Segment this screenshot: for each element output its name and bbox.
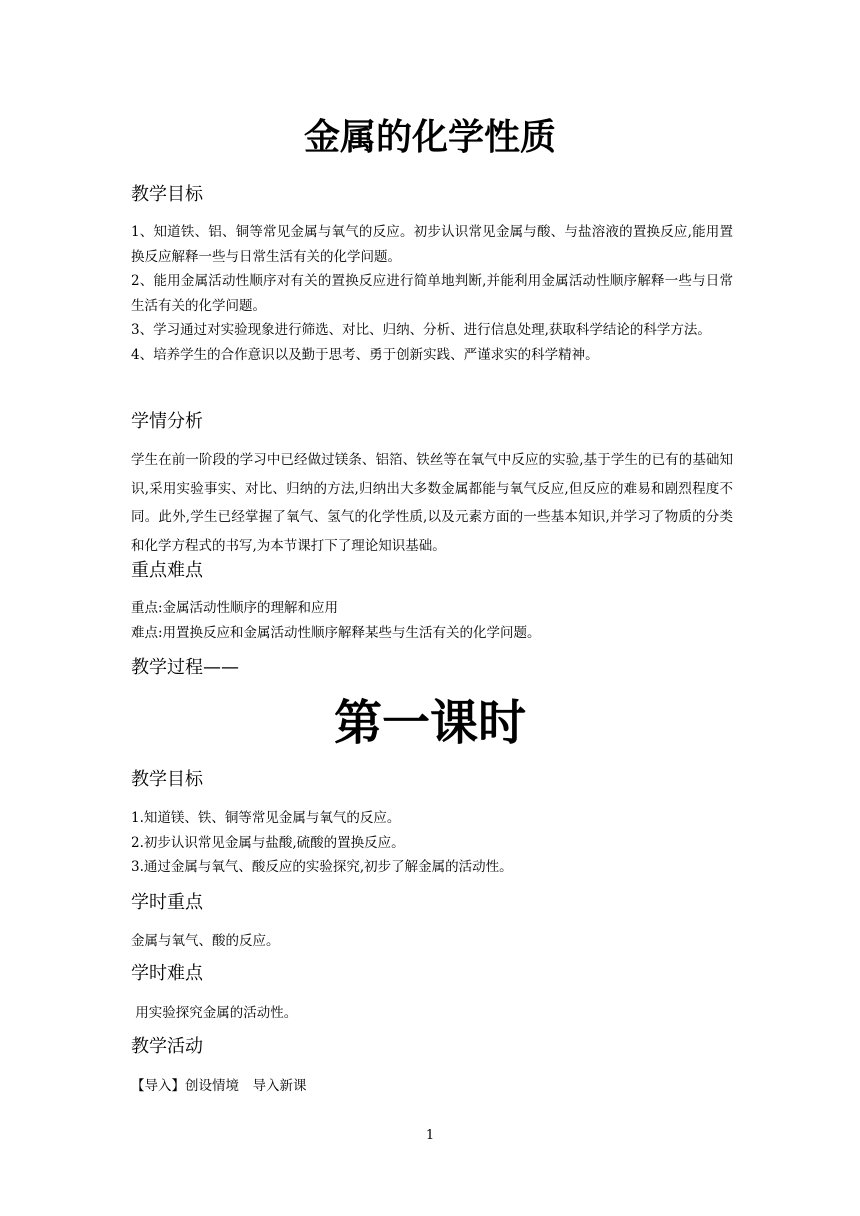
- objective-item: 2、能用金属活动性顺序对有关的置换反应进行简单地判断,并能利用金属活动性顺序解释一些与日常生活有关的化学问题。: [131, 273, 733, 314]
- lesson-focus-text: 金属与氧气、酸的反应。: [131, 933, 280, 949]
- lesson-heading-difficulty: 学时难点: [131, 963, 203, 984]
- section-heading-analysis: 学情分析: [131, 411, 203, 432]
- lesson-objective-item: 1.知道镁、铁、铜等常见金属与氧气的反应。: [131, 810, 401, 826]
- page-number: 1: [425, 1128, 435, 1143]
- objective-item: 3、学习通过对实验现象进行筛选、对比、归纳、分析、进行信息处理,获取科学结论的科学方法。: [131, 322, 711, 338]
- lesson-heading-activities: 教学活动: [131, 1036, 203, 1057]
- key-point-item: 难点:用置换反应和金属活动性顺序解释某些与生活有关的化学问题。: [131, 624, 541, 641]
- lesson-difficulty-text: 用实验探究金属的活动性。: [131, 1005, 298, 1021]
- key-point-item: 重点:金属活动性顺序的理解和应用: [131, 600, 339, 616]
- objective-item: 4、培养学生的合作意识以及勤于思考、勇于创新实践、严谨求实的科学精神。: [131, 346, 599, 363]
- lesson-activities-text: 【导入】创设情境 导入新课: [131, 1078, 307, 1094]
- analysis-text: 学生在前一阶段的学习中已经做过镁条、铝箔、铁丝等在氧气中反应的实验,基于学生的已有的基础知识,采用实验事实、对比、归纳的方法,归纳出大多数金属都能与氧气反应,但反应的难易和剧烈程度不同。此外,学生已经掌握了氧气、氢气的化学性质,以及元素方面的一些基本知识,并学习了物质的分类和化学方程式的书写,为本节课打下了理论知识基础。: [131, 452, 733, 554]
- lesson-objectives-text: [131, 806, 733, 880]
- objectives-text: [131, 220, 733, 367]
- section-heading-objectives: 教学目标: [131, 184, 203, 205]
- objective-item: 1、知道铁、铝、铜等常见金属与氧气的反应。初步认识常见金属与酸、与盐溶液的置换反应,能用置换反应解释一些与日常生活有关的化学问题。: [131, 224, 733, 265]
- key-points-text: [131, 596, 733, 645]
- lesson-title: 第一课时: [333, 695, 526, 751]
- lesson-objective-item: 2.初步认识常见金属与盐酸,硫酸的置换反应。: [131, 834, 405, 851]
- lesson-heading-objectives: 教学目标: [131, 769, 203, 790]
- lesson-heading-focus: 学时重点: [131, 892, 203, 913]
- section-heading-process: 教学过程——: [131, 657, 239, 678]
- lesson-objective-item: 3.通过金属与氧气、酸反应的实验探究,初步了解金属的活动性。: [131, 859, 513, 875]
- document-title: 金属的化学性质: [303, 117, 556, 158]
- section-heading-key-points: 重点难点: [131, 560, 203, 581]
